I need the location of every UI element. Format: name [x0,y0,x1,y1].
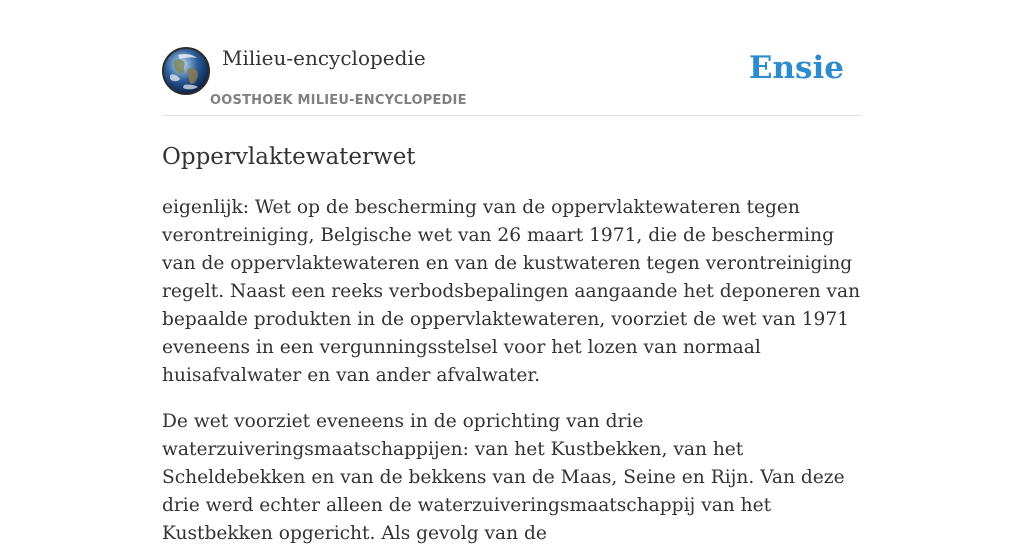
earth-globe-icon[interactable] [162,47,210,95]
page-container [162,0,862,548]
article-title: Oppervlaktewaterwet [162,144,416,170]
article-paragraph: De wet voorziet eveneens in de oprichting van drie waterzuiveringsmaatschappijen: van het Kustbekken, van het Scheldebekken en van de bekkens van de Maas, Seine en Rijn. Van deze drie werd echter alleen de waterzuiveringsmaatschappij van het Kustbekken opgericht. Als gevolg van de [162,411,845,544]
article-paragraph: eigenlijk: Wet op de bescherming van de oppervlaktewateren tegen verontreiniging, Belgische wet van 26 maart 1971, die de bescherming van de oppervlaktewateren en van de kustwateren tegen verontreiniging regelt. Naast een reeks verbodsbepalingen aangaande het deponeren van bepaalde produkten in de oppervlaktewateren, voorziet de wet van 1971 eveneens in een vergunningsstelsel voor het lozen van normaal huisafvalwater en van ander afvalwater. [162,197,861,386]
site-header [162,0,862,116]
site-subtitle[interactable]: OOSTHOEK MILIEU-ENCYCLOPEDIE [210,93,467,108]
site-name[interactable]: Milieu-encyclopedie [222,46,426,70]
brand-logo[interactable]: Ensie [748,50,844,86]
